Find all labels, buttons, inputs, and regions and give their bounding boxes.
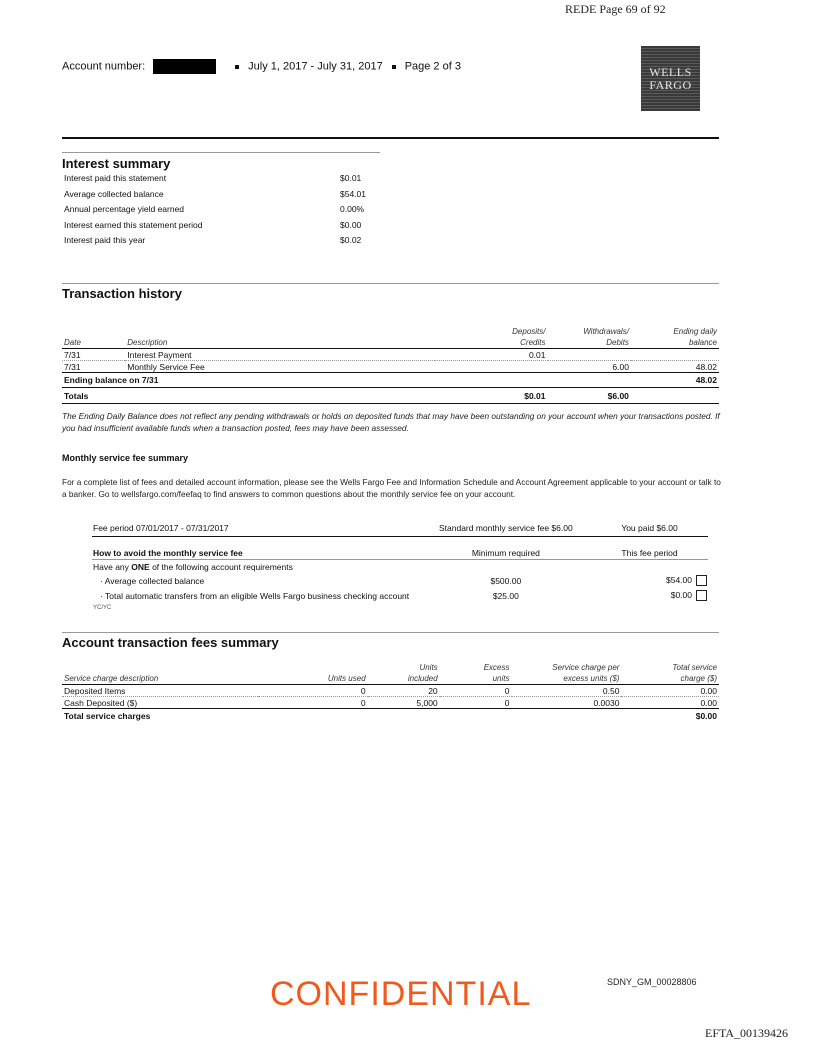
header-divider: [62, 137, 719, 139]
transaction-table: Deposits/ Withdrawals/ Ending daily Date Description Credits Debits balance 7/31 Interest Payment 0.01 7/31 Monthly Service Fee 6.00 48.02 Ending balance on 7/31 48.02 Totals $0.01 $6.00: [62, 326, 719, 404]
statement-header: [62, 59, 461, 74]
interest-row: Average collected balance $54.01: [64, 188, 366, 199]
balance-note: The Ending Daily Balance does not reflect any pending withdrawals or holds on deposited funds that may have been outstanding on your account when your transactions posted. If you had insufficient available funds when a transaction posted, fees may have been assessed.: [62, 411, 720, 433]
page-indicator: Page 2 of 3: [404, 60, 461, 73]
transaction-divider: [62, 283, 719, 284]
fee-code: YC/YC: [93, 605, 112, 611]
requirement-row: · Average collected balance $500.00 $54.00: [92, 573, 708, 588]
redacted-account-number: [153, 59, 216, 74]
transaction-history-title: Transaction history: [62, 286, 182, 301]
total-service-charges-row: Total service charges $0.00: [64, 710, 717, 721]
interest-row: Interest earned this statement period $0.00: [64, 219, 362, 230]
interest-summary-title: Interest summary: [62, 156, 171, 171]
page-reference: REDE Page 69 of 92: [565, 2, 666, 16]
confidential-stamp: CONFIDENTIAL: [270, 975, 532, 1013]
monthly-fee-paragraph: For a complete list of fees and detailed account information, please see the Wells Fargo Fee and Information Schedule and Account Agreement applicable to your account or talk to a banker. Go to wellsfargo.com/feefaq to find answers to common questions about the monthly service fee on your account.: [62, 477, 721, 499]
statement-period: July 1, 2017 - July 31, 2017: [248, 60, 383, 73]
interest-row: Interest paid this statement $0.01: [64, 173, 362, 183]
table-row: 7/31 Monthly Service Fee 6.00 48.02: [64, 361, 717, 372]
ending-balance-row: Ending balance on 7/31 48.02: [62, 373, 719, 388]
fees-table: Units Excess Service charge per Total service Service charge description Units used included units excess units ($) charge ($) Deposited Items 0 20 0 0.50 0.00 Cash Deposited ($) 0 5,000 0 0.0030 0.00 Total service charges $0.00: [64, 663, 717, 721]
interest-summary-table: [62, 173, 380, 251]
checkbox-icon: [696, 575, 707, 586]
requirement-row: · Total automatic transfers from an eligible Wells Fargo business checking account $25.00 $0.00: [92, 588, 708, 603]
bullet-icon: [235, 65, 239, 69]
requirements-intro: Have any ONE of the following account requirements: [93, 561, 293, 572]
bullet-icon: [392, 65, 396, 69]
fee-table: Fee period 07/01/2017 - 07/31/2017 Standard monthly service fee $6.00 You paid $6.00 How to avoid the monthly service fee Minimum required This fee period Have any ONE of the following account requirements · Average collected balance $500.00 $54.00 · Total automatic transfers from an eligible Wells Fargo business checking account $25.00 $0.00 YC/YC: [92, 520, 708, 613]
table-row: Cash Deposited ($) 0 5,000 0 0.0030 0.00: [64, 697, 717, 708]
efta-number: EFTA_00139426: [705, 1026, 789, 1040]
fees-divider: [62, 632, 719, 633]
bates-number: SDNY_GM_00028806: [607, 977, 697, 987]
interest-row: Interest paid this year $0.02: [64, 235, 362, 245]
monthly-fee-title: Monthly service fee summary: [62, 453, 189, 463]
checkbox-icon: [696, 590, 707, 601]
interest-divider: [62, 152, 380, 153]
table-row: Deposited Items 0 20 0 0.50 0.00: [64, 685, 717, 696]
interest-row: Annual percentage yield earned 0.00%: [64, 204, 365, 214]
wells-fargo-logo: WELLS FARGO: [641, 46, 700, 111]
account-number-label: Account number:: [62, 60, 146, 73]
table-row: 7/31 Interest Payment 0.01: [62, 349, 719, 361]
fees-summary-title: Account transaction fees summary: [62, 635, 279, 650]
totals-row: Totals $0.01 $6.00: [62, 388, 719, 404]
